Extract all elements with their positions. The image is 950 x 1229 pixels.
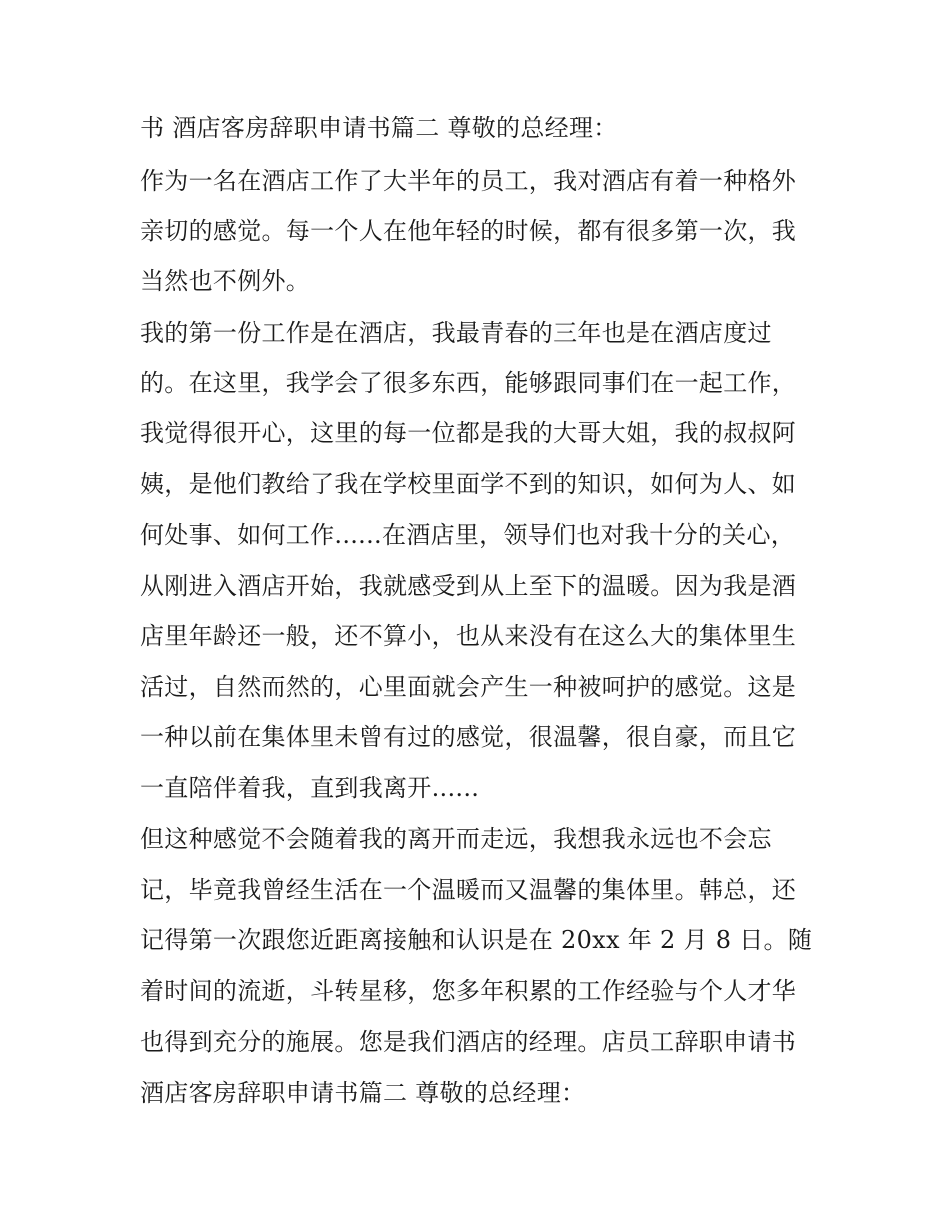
text-line: 记得第一次跟您近距离接触和认识是在 20xx 年 2 月 8 日。随 bbox=[140, 926, 813, 954]
text-line: 也得到充分的施展。您是我们酒店的经理。店员工辞职申请书 bbox=[140, 1028, 797, 1056]
text-line: 活过，自然而然的，心里面就会产生一种被呵护的感觉。这是 bbox=[140, 673, 797, 701]
text-line: 书 酒店客房辞职申请书篇二 尊敬的总经理： bbox=[140, 114, 618, 142]
text-line: 店里年龄还一般，还不算小，也从来没有在这么大的集体里生 bbox=[140, 622, 797, 650]
text-line: 但这种感觉不会随着我的离开而走远，我想我永远也不会忘 bbox=[140, 825, 772, 853]
text-line: 记，毕竟我曾经生活在一个温暖而又温馨的集体里。韩总，还 bbox=[140, 876, 797, 904]
text-line: 亲切的感觉。每一个人在他年轻的时候，都有很多第一次，我 bbox=[140, 217, 797, 245]
text-line: 当然也不例外。 bbox=[140, 267, 311, 295]
text-line: 作为一名在酒店工作了大半年的员工，我对酒店有着一种格外 bbox=[140, 167, 797, 195]
text-line: 姨，是他们教给了我在学校里面学不到的知识，如何为人、如 bbox=[140, 470, 797, 498]
text-line: 酒店客房辞职申请书篇二 尊敬的总经理： bbox=[140, 1079, 586, 1107]
text-line: 一种以前在集体里未曾有过的感觉，很温馨，很自豪，而且它 bbox=[140, 723, 797, 751]
text-line: 我的第一份工作是在酒店，我最青春的三年也是在酒店度过 bbox=[140, 319, 772, 347]
text-line: 的。在这里，我学会了很多东西，能够跟同事们在一起工作， bbox=[140, 369, 797, 397]
text-line: 何处事、如何工作......在酒店里，领导们也对我十分的关心， bbox=[140, 521, 796, 549]
text-line: 从刚进入酒店开始，我就感受到从上至下的温暖。因为我是酒 bbox=[140, 572, 797, 600]
text-line: 一直陪伴着我，直到我离开...... bbox=[140, 774, 480, 802]
text-line: 着时间的流逝，斗转星移，您多年积累的工作经验与个人才华 bbox=[140, 977, 797, 1005]
text-line: 我觉得很开心，这里的每一位都是我的大哥大姐，我的叔叔阿 bbox=[140, 419, 797, 447]
